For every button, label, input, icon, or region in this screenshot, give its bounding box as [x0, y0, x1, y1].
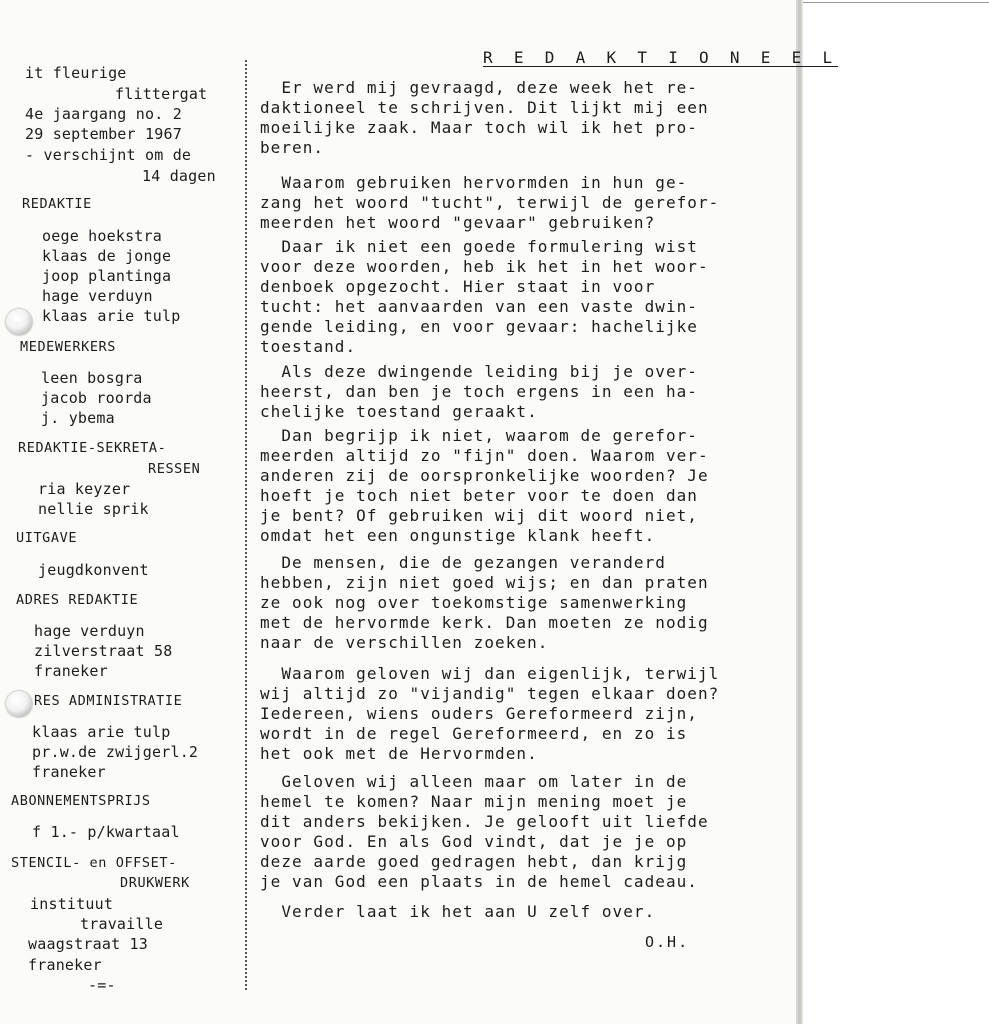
- article-paragraph: Waarom geloven wij dan eigenlijk, terwijl wij altijd zo "vijandig" tegen elkaar doen? Iedereen, wiens ouders Gereformeerd zijn, wordt in de regel Gereformeerd, en zo is het ook met de Hervormden.: [260, 664, 720, 763]
- staff-name: klaas arie tulp: [42, 307, 181, 325]
- staff-name: joop plantinga: [42, 267, 172, 285]
- article-paragraph: Daar ik niet een goede formulering wist voor deze woorden, heb ik het in het woor- denboek opgezocht. Hier staat in voor tucht: het aanvaarden van een vaste dwin- gende leiding, en voor gevaar: hachelijke toestand.: [260, 237, 709, 356]
- article-paragraph: Er werd mij gevraagd, deze week het re- daktioneel te schrijven. Dit lijkt mij een moeilijke zaak. Maar toch wil ik het pro- beren.: [260, 78, 709, 157]
- section-heading-adres-redaktie: ADRES REDAKTIE: [16, 592, 139, 608]
- masthead-line: flittergat: [115, 85, 208, 103]
- section-heading-medewerkers: MEDEWERKERS: [20, 339, 117, 355]
- address-line: zilverstraat 58: [34, 642, 173, 660]
- secretary-name: nellie sprik: [38, 500, 149, 518]
- end-mark: -=-: [88, 976, 116, 994]
- scan-border-line: [803, 2, 989, 3]
- publisher-name: jeugdkonvent: [38, 561, 149, 579]
- article-paragraph: Verder laat ik het aan U zelf over.: [260, 902, 656, 921]
- masthead-line: 14 dagen: [142, 167, 216, 185]
- section-heading-abonnementsprijs: ABONNEMENTSPRIJS: [11, 793, 151, 809]
- punch-hole-bottom: [6, 691, 32, 717]
- article-paragraph: Geloven wij alleen maar om later in de hemel te komen? Naar mijn mening moet je dit anders bekijken. Je gelooft uit liefde voor God. En als God vindt, dat je je op deze aarde goed gedragen hebt, dan krijg je van God een plaats in de hemel cadeau.: [260, 772, 709, 891]
- address-line: klaas arie tulp: [32, 723, 171, 741]
- staff-name: hage verduyn: [42, 287, 153, 305]
- section-heading-stencil: STENCIL- en OFFSET-: [11, 855, 177, 871]
- section-heading-sekretaressen: RESSEN: [148, 461, 201, 477]
- contributor-name: leen bosgra: [41, 369, 143, 387]
- column-divider: [245, 60, 247, 990]
- section-heading-stencil: DRUKWERK: [120, 875, 190, 891]
- article-paragraph: Dan begrijp ik niet, waarom de gerefor- meerden altijd zo "fijn" doen. Waarom ver- anderen zij de oorspronkelijke woorden? Je hoeft je toch niet beter voor te doen dan je bent? Of gebruiken wij dit woord niet, omdat het een ongunstige klank heeft.: [260, 426, 709, 545]
- address-line: franeker: [32, 763, 106, 781]
- article-paragraph: Waarom gebruiken hervormden in hun ge- zang het woord "tucht", terwijl de gerefor- meerden het woord "gevaar" gebruiken?: [260, 173, 720, 232]
- masthead-line: 4e jaargang no. 2: [25, 105, 182, 123]
- section-heading-sekretaressen: REDAKTIE-SEKRETA-: [18, 440, 167, 456]
- staff-name: klaas de jonge: [42, 247, 172, 265]
- contributor-name: jacob roorda: [41, 389, 152, 407]
- address-line: franeker: [34, 662, 108, 680]
- article-title: R E D A K T I O N E E L: [483, 48, 838, 67]
- masthead-line: it fleurige: [25, 64, 127, 82]
- printer-line: franeker: [28, 956, 102, 974]
- contributor-name: j. ybema: [41, 409, 115, 427]
- secretary-name: ria keyzer: [38, 480, 131, 498]
- printer-line: instituut: [30, 895, 114, 913]
- masthead-line: 29 september 1967: [25, 125, 182, 143]
- staff-name: oege hoekstra: [42, 227, 162, 245]
- author-signature: O.H.: [645, 933, 690, 951]
- address-line: pr.w.de zwijgerl.2: [32, 743, 199, 761]
- punch-hole-top: [6, 309, 32, 335]
- printer-line: travaille: [80, 915, 164, 933]
- section-heading-adres-administratie: RES ADMINISTRATIE: [34, 693, 183, 709]
- address-line: hage verduyn: [34, 622, 145, 640]
- printer-line: waagstraat 13: [28, 935, 148, 953]
- section-heading-redaktie: REDAKTIE: [22, 196, 92, 212]
- section-heading-uitgave: UITGAVE: [16, 530, 78, 546]
- masthead-line: - verschijnt om de: [25, 146, 192, 164]
- paper-edge: [796, 0, 803, 1024]
- article-paragraph: Als deze dwingende leiding bij je over- heerst, dan ben je toch ergens in een ha- chelijke toestand geraakt.: [260, 362, 698, 421]
- article-paragraph: De mensen, die de gezangen veranderd hebben, zijn niet goed wijs; en dan praten ze ook nog over toekomstige samenwerking met de hervormde kerk. Dan moeten ze nodig naar de verschillen zoeken.: [260, 553, 709, 652]
- subscription-price: f 1.- p/kwartaal: [32, 823, 180, 841]
